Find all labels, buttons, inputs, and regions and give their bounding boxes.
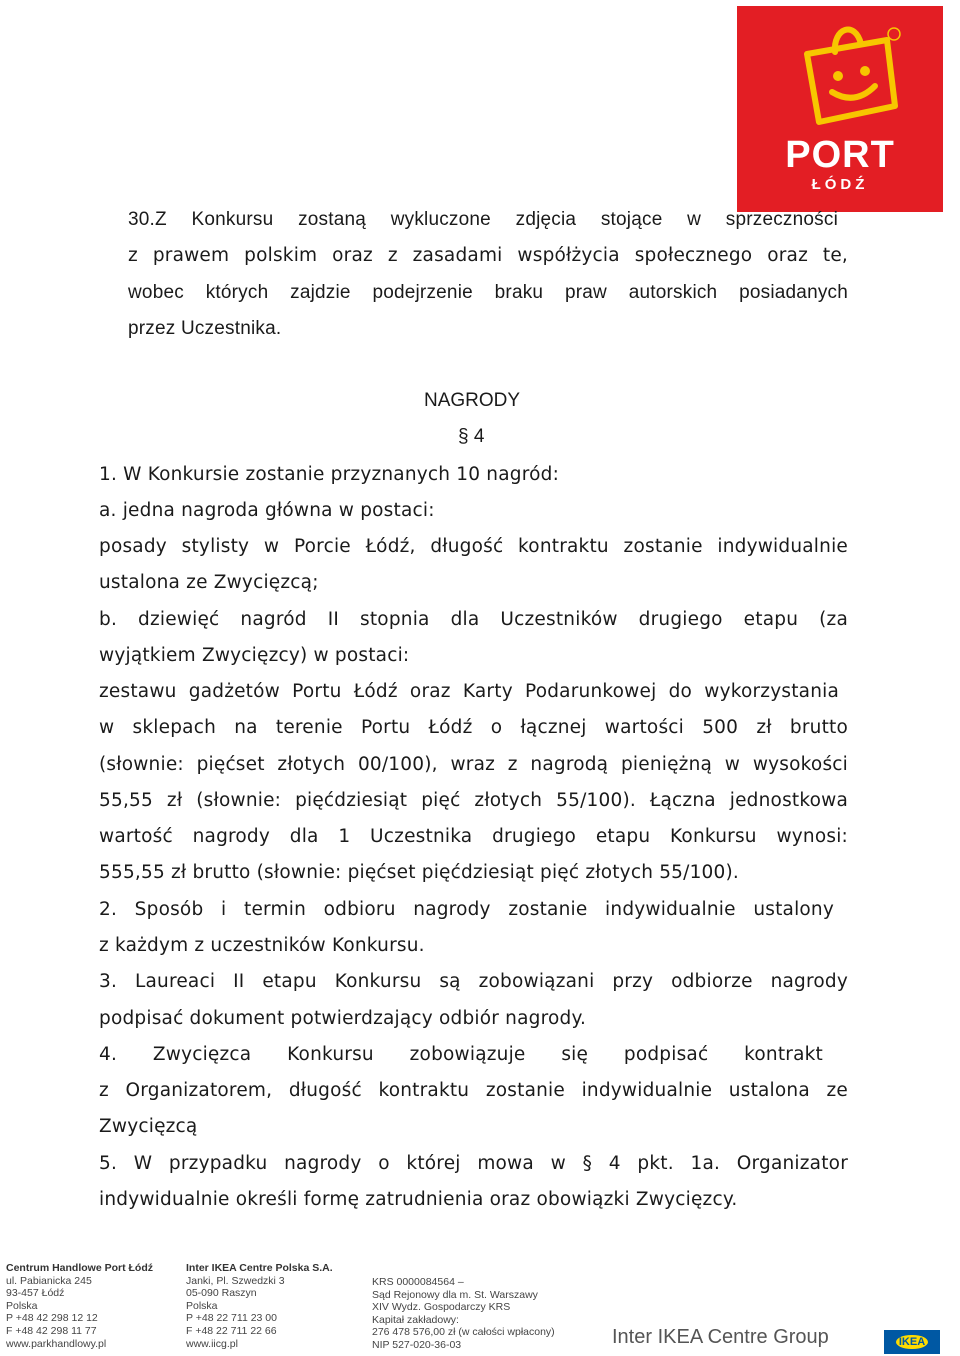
footer-line: 05-090 Raszyn (186, 1287, 257, 1300)
footer-line: P +48 22 711 23 00 (186, 1312, 277, 1325)
text-line: wyjątkiem Zwycięzcy) w postaci: (99, 645, 410, 666)
footer-line: Polska (6, 1299, 38, 1312)
section-title: NAGRODY (424, 390, 521, 411)
text-line: 2. Sposób i termin odbioru nagrody zostanie indywidualnie ustalony (99, 899, 834, 920)
text-line: 30.Z Konkursu zostaną wykluczone zdjęcia stojące w sprzeczności (128, 209, 838, 230)
footer-line: F +48 22 711 22 66 (186, 1324, 277, 1337)
text-line: z każdym z uczestników Konkursu. (99, 935, 425, 956)
footer-line: Janki, Pl. Szwedzki 3 (186, 1274, 285, 1287)
text-line: podpisać dokument potwierdzający odbiór nagrody. (99, 1008, 587, 1029)
text-line: 3. Laureaci II etapu Konkursu są zobowiązani przy odbiorze nagrody (99, 971, 848, 992)
port-lodz-logo (737, 6, 943, 212)
text-line: zestawu gadżetów Portu Łódź oraz Karty Podarunkowej do wykorzystania (99, 681, 839, 702)
footer-link[interactable]: www.iicg.pl (186, 1337, 238, 1350)
text-line: 1. W Konkursie zostanie przyznanych 10 nagród: (99, 464, 560, 485)
text-line: posady stylisty w Porcie Łódź, długość kontraktu zostanie indywidualnie (99, 536, 848, 557)
group-name: Inter IKEA Centre Group (612, 1326, 829, 1348)
footer-registration (372, 1276, 555, 1352)
footer-line: Centrum Handlowe Port Łódź (6, 1262, 153, 1274)
footer-link[interactable]: www.parkhandlowy.pl (6, 1337, 107, 1350)
text-line: 55,55 zł (słownie: pięćdziesiąt pięć złotych 55/100). Łączna jednostkowa (99, 790, 848, 811)
text-line: 555,55 zł brutto (słownie: pięćset pięćdziesiąt pięć złotych 55/100). (99, 862, 739, 883)
text-line: (słownie: pięćset złotych 00/100), wraz z nagrodą pieniężną w wysokości (99, 754, 848, 775)
footer-line: 93-457 Łódź (6, 1287, 65, 1300)
text-line: w sklepach na terenie Portu Łódź o łącznej wartości 500 zł brutto (99, 717, 848, 738)
text-line: 4. Zwycięzca Konkursu zobowiązuje się podpisać kontrakt (99, 1044, 823, 1065)
footer-line: P +48 42 298 12 12 (6, 1312, 98, 1325)
text-line: wobec których zajdzie podejrzenie braku praw autorskich posiadanych (128, 282, 848, 303)
ikea-logo-text: IKEA (896, 1335, 928, 1350)
text-line: 5. W przypadku nagrody o której mowa w § 4 pkt. 1a. Organizator (99, 1153, 848, 1174)
footer-line: Inter IKEA Centre Polska S.A. (186, 1262, 333, 1274)
footer-line: KRS 0000084564 – (372, 1276, 464, 1288)
section-number-value: 4 (473, 426, 485, 447)
footer-line: Polska (186, 1299, 218, 1312)
footer-line: XIV Wydz. Gospodarczy KRS (372, 1301, 511, 1314)
footer-line: 276 478 576,00 zł (w całości wpłacony) (372, 1326, 555, 1339)
text-line: przez Uczestnika. (128, 318, 282, 339)
footer-port-address (6, 1262, 153, 1350)
text-line: b. dziewięć nagród II stopnia dla Uczestników drugiego etapu (za (99, 609, 848, 630)
section-number (458, 426, 484, 448)
footer-line: ul. Pabianicka 245 (6, 1274, 92, 1287)
text-line: indywidualnie określi formę zatrudnienia oraz obowiązki Zwycięzcy. (99, 1189, 738, 1210)
footer (0, 1262, 960, 1356)
text-line: Zwycięzcą (99, 1116, 198, 1137)
footer-line: Kapitał zakładowy: (372, 1313, 459, 1326)
logo-city: ŁÓDŹ (811, 176, 869, 193)
footer-line: Sąd Rejonowy dla m. St. Warszawy (372, 1288, 538, 1301)
ikea-logo (884, 1330, 940, 1354)
footer-line: F +48 42 298 11 77 (6, 1324, 97, 1337)
text-line: ustalona ze Zwycięzcą; (99, 572, 319, 593)
text-line: a. jedna nagroda główna w postaci: (99, 500, 435, 521)
text-line: z Organizatorem, długość kontraktu zostanie indywidualnie ustalona ze (99, 1080, 848, 1101)
footer-line: NIP 527-020-36-03 (372, 1338, 462, 1351)
text-line: z prawem polskim oraz z zasadami współżycia społecznego oraz te, (128, 245, 848, 266)
section-sign: § (458, 426, 469, 447)
logo-word: PORT (785, 134, 895, 176)
footer-ikea-address (186, 1262, 333, 1350)
text-line: wartość nagrody dla 1 Uczestnika drugiego etapu Konkursu wynosi: (99, 826, 848, 847)
